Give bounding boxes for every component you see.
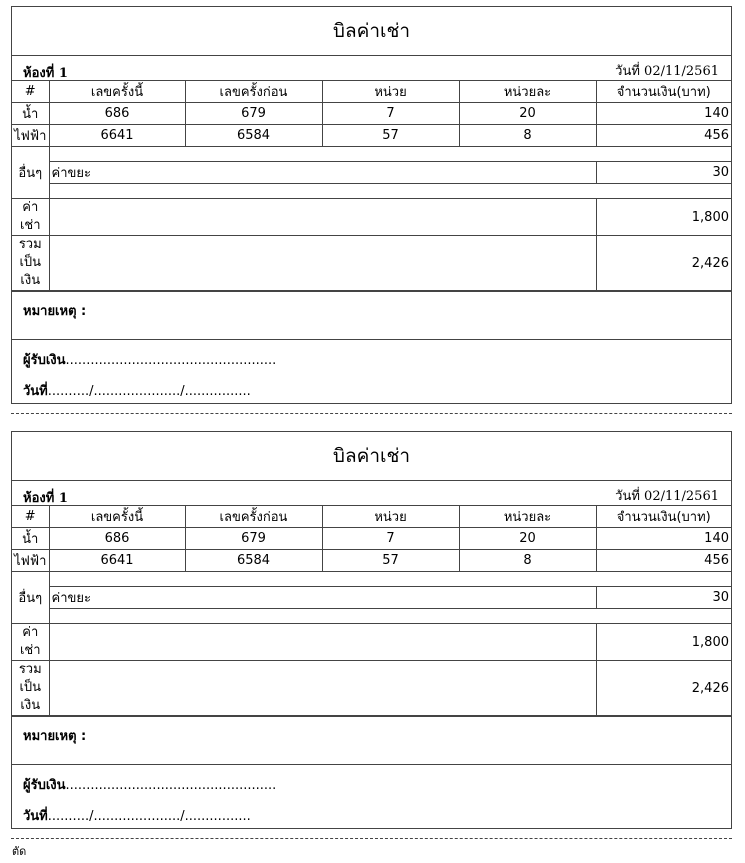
receiver-label: ผู้รับเงิน xyxy=(23,778,66,793)
receiver-dots: ................................................... xyxy=(65,778,277,793)
room-line xyxy=(12,56,731,80)
other-spacer-top xyxy=(12,572,731,587)
other-spacer-top xyxy=(12,147,731,162)
date-dots: ........../...................../................ xyxy=(47,809,251,824)
notes-label: หมายเหตุ : xyxy=(23,729,87,744)
current-reading: 6641 xyxy=(49,550,185,572)
bill-1 xyxy=(11,6,732,404)
notes-section xyxy=(12,291,731,339)
cut-line xyxy=(11,838,732,839)
other-amount: 30 xyxy=(596,162,731,184)
row-amount: 456 xyxy=(596,550,731,572)
signature-section xyxy=(12,764,731,828)
date-label: วันที่ xyxy=(23,809,48,824)
table-header-row xyxy=(12,506,731,528)
row-label: ไฟฟ้า xyxy=(12,125,49,147)
units-used: 7 xyxy=(322,103,459,125)
row-label: น้ำ xyxy=(12,528,49,550)
room-line xyxy=(12,481,731,505)
total-row xyxy=(12,661,731,716)
table-header-row xyxy=(12,81,731,103)
blank-cell xyxy=(49,199,596,236)
units-used: 57 xyxy=(322,125,459,147)
other-label: อื่นๆ xyxy=(12,572,49,624)
receiver-line xyxy=(23,349,276,370)
rent-label: ค่าเช่า xyxy=(12,199,49,236)
header-rate: หน่วยละ xyxy=(459,81,596,103)
header-amount: จำนวนเงิน(บาท) xyxy=(596,506,731,528)
blank-cell xyxy=(49,236,596,291)
header-units: หน่วย xyxy=(322,81,459,103)
blank-cell xyxy=(49,624,596,661)
table-row xyxy=(12,103,731,125)
rent-amount: 1,800 xyxy=(596,624,731,661)
other-item: ค่าขยะ xyxy=(49,162,596,184)
row-label: ไฟฟ้า xyxy=(12,550,49,572)
header-index: # xyxy=(12,506,49,528)
units-used: 7 xyxy=(322,528,459,550)
unit-rate: 20 xyxy=(459,103,596,125)
total-amount: 2,426 xyxy=(596,236,731,291)
meter-table xyxy=(12,80,731,291)
current-reading: 686 xyxy=(49,528,185,550)
rent-row xyxy=(12,199,731,236)
header-rate: หน่วยละ xyxy=(459,506,596,528)
other-spacer-bottom xyxy=(12,609,731,624)
bill-date: วันที่ 02/11/2561 xyxy=(615,64,719,79)
row-label: น้ำ xyxy=(12,103,49,125)
date-line xyxy=(23,380,251,401)
header-index: # xyxy=(12,81,49,103)
other-row xyxy=(12,587,731,609)
other-amount: 30 xyxy=(596,587,731,609)
row-amount: 140 xyxy=(596,103,731,125)
other-row xyxy=(12,162,731,184)
room-number: ห้องที่ 1 xyxy=(23,491,68,506)
total-label: รวมเป็นเงิน xyxy=(12,661,49,716)
notes-label: หมายเหตุ : xyxy=(23,304,87,319)
current-reading: 686 xyxy=(49,103,185,125)
header-amount: จำนวนเงิน(บาท) xyxy=(596,81,731,103)
header-previous: เลขครั้งก่อน xyxy=(185,506,322,528)
header-current: เลขครั้งนี้ xyxy=(49,81,185,103)
date-label: วันที่ xyxy=(23,384,48,399)
other-label: อื่นๆ xyxy=(12,147,49,199)
previous-reading: 6584 xyxy=(185,125,322,147)
blank-cell xyxy=(49,609,731,624)
notes-section xyxy=(12,716,731,764)
table-row xyxy=(12,550,731,572)
rent-row xyxy=(12,624,731,661)
receiver-label: ผู้รับเงิน xyxy=(23,353,66,368)
total-label: รวมเป็นเงิน xyxy=(12,236,49,291)
bill-title: บิลค่าเช่า xyxy=(12,7,731,56)
row-amount: 140 xyxy=(596,528,731,550)
blank-cell xyxy=(49,184,731,199)
unit-rate: 20 xyxy=(459,528,596,550)
previous-reading: 679 xyxy=(185,103,322,125)
room-number: ห้องที่ 1 xyxy=(23,66,68,81)
unit-rate: 8 xyxy=(459,125,596,147)
table-row xyxy=(12,125,731,147)
total-amount: 2,426 xyxy=(596,661,731,716)
bill-date: วันที่ 02/11/2561 xyxy=(615,489,719,504)
previous-reading: 679 xyxy=(185,528,322,550)
other-spacer-bottom xyxy=(12,184,731,199)
unit-rate: 8 xyxy=(459,550,596,572)
header-units: หน่วย xyxy=(322,506,459,528)
row-amount: 456 xyxy=(596,125,731,147)
previous-reading: 6584 xyxy=(185,550,322,572)
bill-2 xyxy=(11,431,732,829)
cut-line xyxy=(11,413,732,414)
blank-cell xyxy=(49,661,596,716)
rent-amount: 1,800 xyxy=(596,199,731,236)
blank-cell xyxy=(49,147,731,162)
meter-table xyxy=(12,505,731,716)
blank-cell xyxy=(49,572,731,587)
other-item: ค่าขยะ xyxy=(49,587,596,609)
receiver-line xyxy=(23,774,276,795)
date-dots: ........../...................../................ xyxy=(47,384,251,399)
header-previous: เลขครั้งก่อน xyxy=(185,81,322,103)
units-used: 57 xyxy=(322,550,459,572)
total-row xyxy=(12,236,731,291)
cut-label: ตัด xyxy=(12,845,27,858)
bill-title: บิลค่าเช่า xyxy=(12,432,731,481)
date-line xyxy=(23,805,251,826)
signature-section xyxy=(12,339,731,403)
rent-label: ค่าเช่า xyxy=(12,624,49,661)
header-current: เลขครั้งนี้ xyxy=(49,506,185,528)
current-reading: 6641 xyxy=(49,125,185,147)
receiver-dots: ................................................... xyxy=(65,353,277,368)
table-row xyxy=(12,528,731,550)
